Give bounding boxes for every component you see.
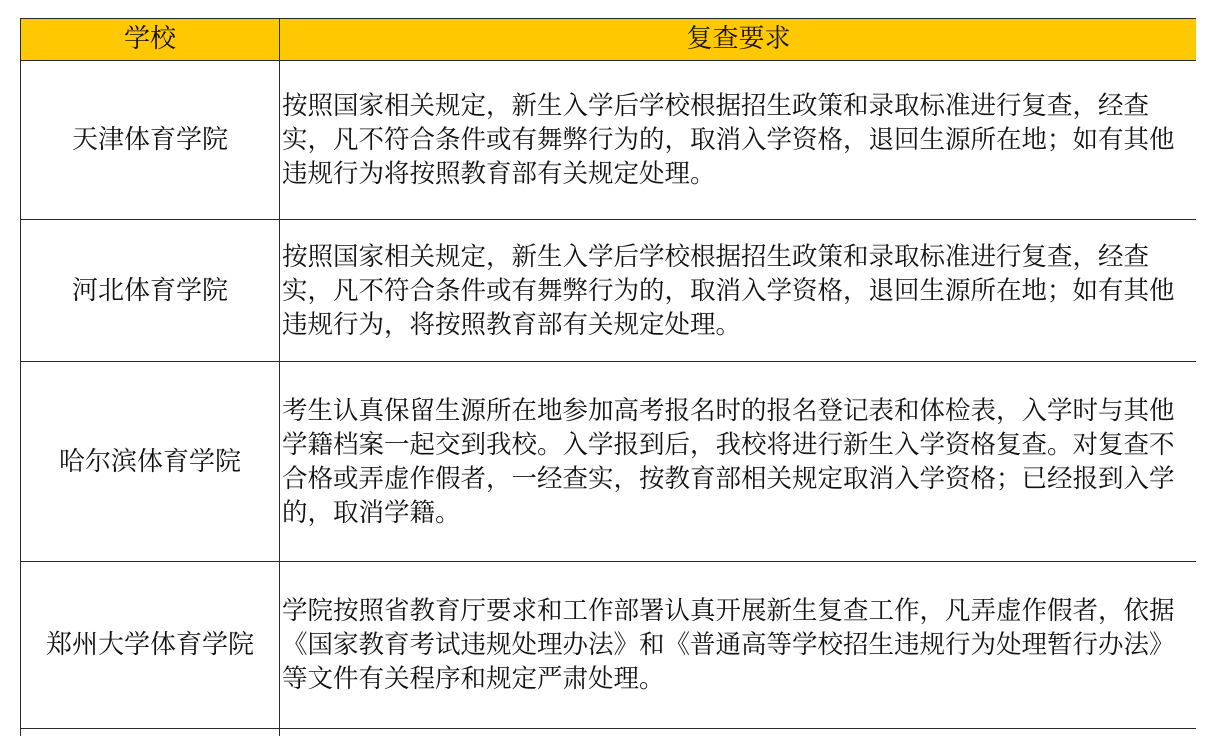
header-school: 学校 xyxy=(21,19,280,61)
requirement-cell: 按照国家相关规定，新生入学后学校根据招生政策和录取标准进行复查，经查实，凡不符合条件或有舞弊行为的，取消入学资格，退回生源所在地；如有其他违规行为，将按照教育部有关规定处理。 xyxy=(280,220,1197,362)
school-name-cell: 哈尔滨体育学院 xyxy=(21,362,280,562)
header-requirement: 复查要求 xyxy=(280,19,1197,61)
table-row xyxy=(21,362,1197,562)
review-requirements-table xyxy=(20,18,1196,736)
table-row-partial xyxy=(21,729,1197,736)
requirement-cell: 学院按照省教育厅要求和工作部署认真开展新生复查工作，凡弄虚作假者，依据《国家教育考试违规处理办法》和《普通高等学校招生违规行为处理暂行办法》等文件有关程序和规定严肃处理。 xyxy=(280,562,1197,729)
school-name-cell-empty xyxy=(21,729,280,736)
school-name-cell: 郑州大学体育学院 xyxy=(21,562,280,729)
requirement-cell-empty xyxy=(280,729,1197,736)
requirement-cell: 按照国家相关规定，新生入学后学校根据招生政策和录取标准进行复查，经查实，凡不符合条件或有舞弊行为的，取消入学资格，退回生源所在地；如有其他违规行为将按照教育部有关规定处理。 xyxy=(280,61,1197,220)
requirement-cell: 考生认真保留生源所在地参加高考报名时的报名登记表和体检表，入学时与其他学籍档案一起交到我校。入学报到后，我校将进行新生入学资格复查。对复查不合格或弄虚作假者，一经查实，按教育部相关规定取消入学资格；已经报到入学的，取消学籍。 xyxy=(280,362,1197,562)
table-row xyxy=(21,562,1197,729)
table-row xyxy=(21,220,1197,362)
school-name-cell: 河北体育学院 xyxy=(21,220,280,362)
review-requirements-sheet xyxy=(20,18,1196,736)
table-row xyxy=(21,61,1197,220)
school-name-cell: 天津体育学院 xyxy=(21,61,280,220)
header-row xyxy=(21,19,1197,61)
